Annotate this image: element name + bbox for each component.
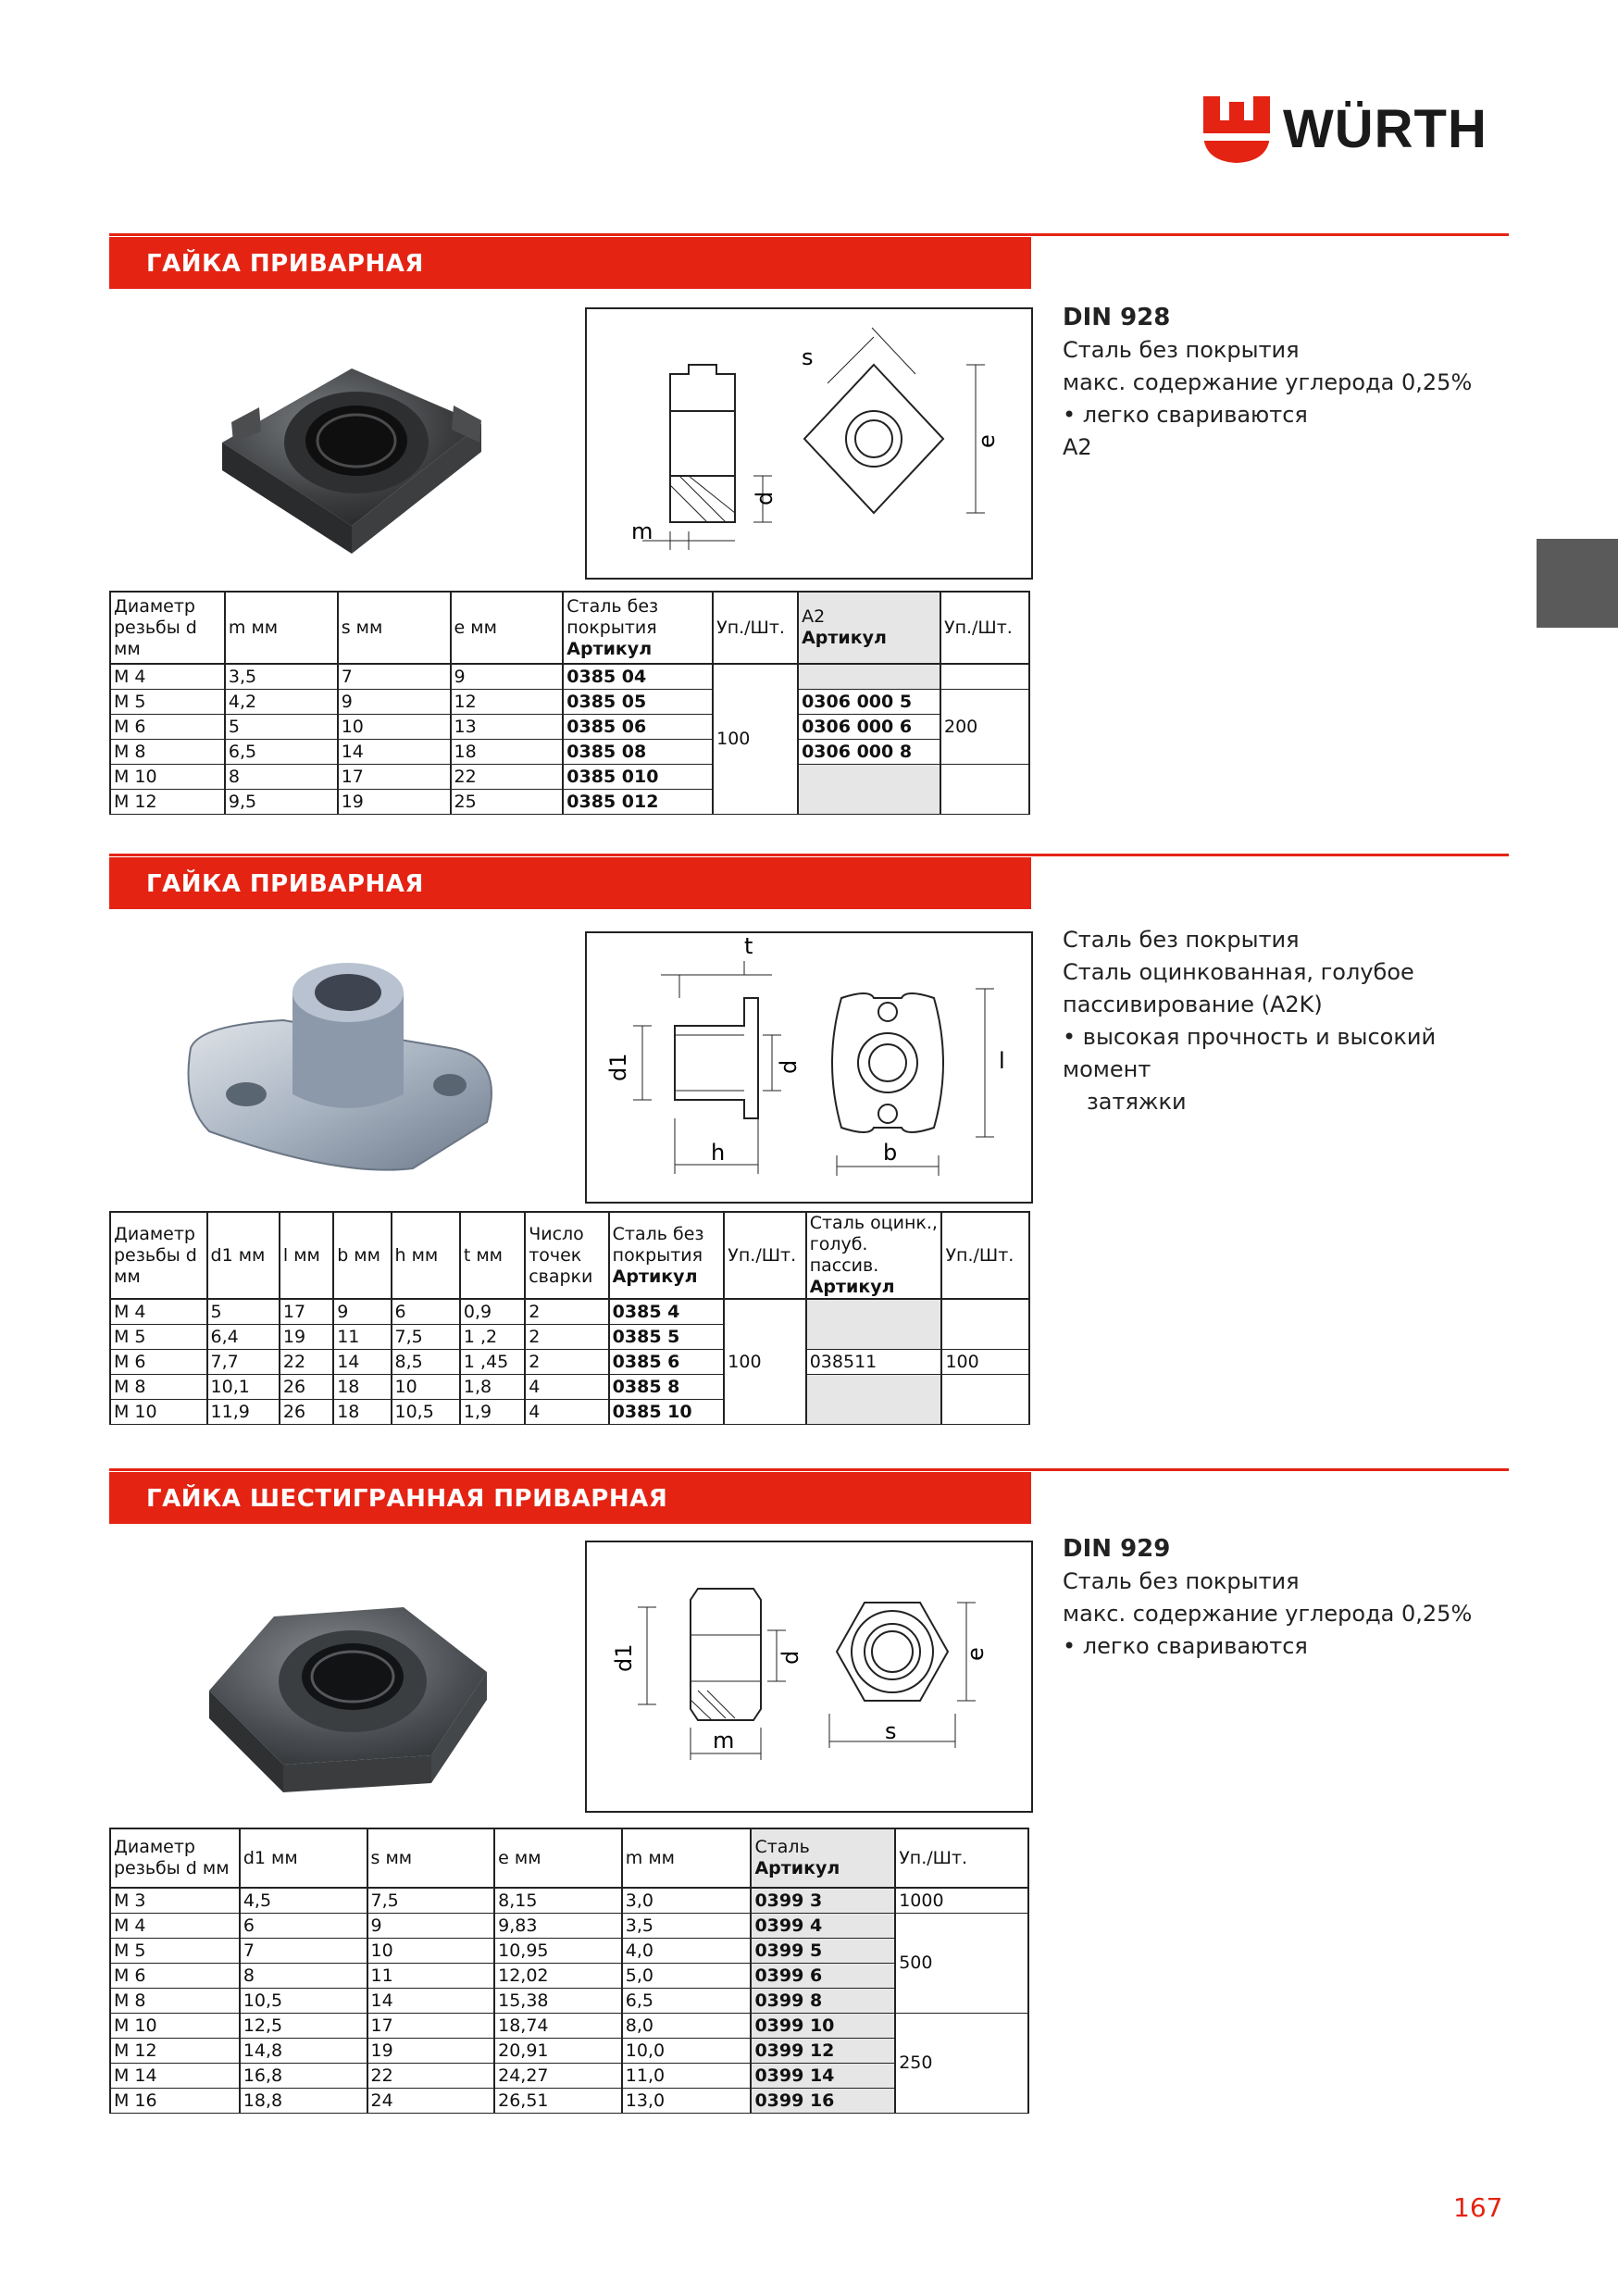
desc-line: Сталь без покрытия (1063, 337, 1300, 363)
page-number: 167 (1453, 2192, 1503, 2223)
col-header-article: Сталь Артикул (751, 1828, 895, 1888)
article-a2-cell (798, 764, 940, 814)
cell: 10,0 (622, 2038, 752, 2063)
cell: M 4 (110, 664, 225, 689)
spec-table-tab-nut (109, 1211, 1030, 1425)
drawing-label-d: d (778, 1650, 803, 1665)
pack-cell: 500 (895, 1913, 1028, 2013)
article-a2k-cell (806, 1299, 942, 1349)
desc-line: макс. содержание углерода 0,25% (1063, 1601, 1473, 1627)
cell: M 10 (110, 764, 225, 789)
cell: 10 (338, 714, 451, 739)
cell: M 10 (110, 2013, 240, 2038)
cell: 11 (367, 1963, 495, 1988)
product-description (1063, 924, 1525, 1118)
article-a2-cell: 0306 000 5 (798, 689, 940, 714)
cell: M 6 (110, 1349, 207, 1374)
drawing-label-e: e (974, 434, 1000, 448)
cell: 6,5 (225, 739, 338, 764)
cell: 7 (240, 1938, 367, 1963)
section-header (109, 857, 1031, 909)
cell: 18,74 (494, 2013, 622, 2038)
brand-name: WÜRTH (1283, 99, 1487, 159)
cell: 4 (525, 1399, 608, 1424)
col-header-m: m мм (622, 1828, 752, 1888)
section-divider (109, 854, 1509, 856)
drawing-label-s: s (802, 344, 814, 370)
table-row (110, 2038, 1028, 2063)
table-row (110, 764, 1029, 789)
drawing-label-d1: d1 (605, 1053, 631, 1081)
section-title: ГАЙКА ПРИВАРНАЯ (146, 870, 424, 898)
cell: 25 (451, 789, 564, 814)
table-row (110, 664, 1029, 689)
article-cell: 0385 5 (609, 1324, 725, 1349)
cell: M 8 (110, 1988, 240, 2013)
cell: M 14 (110, 2063, 240, 2088)
section-title: ГАЙКА ПРИВАРНАЯ (146, 250, 424, 278)
article-a2k-cell: 038511 (806, 1349, 942, 1374)
article-cell: 0385 10 (609, 1399, 725, 1424)
article-cell: 0399 6 (751, 1963, 895, 1988)
col-header-thread: Диаметр резьбы d мм (110, 1828, 240, 1888)
cell: M 8 (110, 1374, 207, 1399)
table-row (110, 714, 1029, 739)
cell: 10 (367, 1938, 495, 1963)
cell: 24,27 (494, 2063, 622, 2088)
technical-drawing-din928 (585, 307, 1033, 580)
cell: 9,5 (225, 789, 338, 814)
col-header-d1: d1 мм (207, 1212, 280, 1299)
col-header-article-steel: Сталь без покрытия Артикул (563, 592, 713, 664)
drawing-label-e: e (963, 1647, 989, 1661)
col-header-s: s мм (367, 1828, 495, 1888)
drawing-label-d: d (752, 491, 778, 505)
table-row (110, 2013, 1028, 2038)
section-header (109, 1472, 1031, 1524)
section-header (109, 237, 1031, 289)
cell: 11,9 (207, 1399, 280, 1424)
desc-bullet-text: высокая прочность и высокий момент (1063, 1024, 1437, 1082)
cell: M 16 (110, 2088, 240, 2113)
drawing-label-s: s (885, 1718, 897, 1744)
pack-a2-cell (940, 764, 1029, 814)
cell: 10 (392, 1374, 460, 1399)
article-a2-cell: 0306 000 8 (798, 739, 940, 764)
cell: 11,0 (622, 2063, 752, 2088)
article-cell: 0385 4 (609, 1299, 725, 1324)
desc-bullet: • высокая прочность и высокий момент (1063, 1024, 1437, 1082)
col-header-pack: Уп./Шт. (895, 1828, 1028, 1888)
cell: 4 (525, 1374, 608, 1399)
article-a2k-cell (806, 1374, 942, 1424)
product-description (1063, 302, 1525, 464)
cell: 1 ,2 (460, 1324, 525, 1349)
cell: 9 (451, 664, 564, 689)
col-header-l: l мм (280, 1212, 333, 1299)
cell: 9,83 (494, 1913, 622, 1938)
desc-bullet-text: легко свариваются (1082, 1633, 1308, 1659)
cell: 14 (333, 1349, 391, 1374)
drawing-label-d: d (776, 1059, 802, 1074)
pack-cell: 100 (713, 664, 798, 814)
pack-a2k-cell: 100 (941, 1349, 1029, 1374)
col-header-h: h мм (392, 1212, 460, 1299)
product-photo-square-nut (176, 313, 537, 572)
cell: 19 (367, 2038, 495, 2063)
cell: 2 (525, 1349, 608, 1374)
article-a2-cell (798, 664, 940, 689)
cell: 26 (280, 1399, 333, 1424)
article-cell: 0399 12 (751, 2038, 895, 2063)
cell: 18 (333, 1399, 391, 1424)
article-cell: 0385 6 (609, 1349, 725, 1374)
table-row (110, 1913, 1028, 1938)
col-header-article-a2k: Сталь оцинк., голуб. пассив. Артикул (806, 1212, 942, 1299)
cell: 12,02 (494, 1963, 622, 1988)
table-row (110, 1888, 1028, 1913)
drawing-label-m: m (713, 1728, 735, 1753)
col-header-b: b мм (333, 1212, 391, 1299)
cell: 20,91 (494, 2038, 622, 2063)
table-row (110, 1349, 1029, 1374)
cell: M 6 (110, 1963, 240, 1988)
article-cell: 0385 08 (563, 739, 713, 764)
article-cell: 0385 04 (563, 664, 713, 689)
cell: 3,0 (622, 1888, 752, 1913)
cell: 9 (338, 689, 451, 714)
pack-cell: 1000 (895, 1888, 1028, 1913)
cell: 12,5 (240, 2013, 367, 2038)
cell: 8,5 (392, 1349, 460, 1374)
cell: 26,51 (494, 2088, 622, 2113)
cell: M 10 (110, 1399, 207, 1424)
product-description (1063, 1533, 1525, 1663)
table-row (110, 2063, 1028, 2088)
cell: 19 (280, 1324, 333, 1349)
cell: 3,5 (622, 1913, 752, 1938)
cell: 0,9 (460, 1299, 525, 1324)
cell: 8 (225, 764, 338, 789)
drawing-label-t: t (744, 933, 753, 959)
spec-table-din929 (109, 1828, 1029, 2114)
din-standard: DIN 928 (1063, 304, 1171, 331)
pack-a2-cell: 200 (940, 689, 1029, 764)
article-cell: 0399 3 (751, 1888, 895, 1913)
article-cell: 0385 8 (609, 1374, 725, 1399)
desc-line: пассивирование (A2K) (1063, 992, 1323, 1017)
drawing-label-b: b (883, 1140, 898, 1166)
drawing-label-l: l (999, 1048, 1005, 1074)
col-header-pack: Уп./Шт. (724, 1212, 805, 1299)
article-cell: 0385 012 (563, 789, 713, 814)
table-row (110, 1374, 1029, 1399)
col-header-t: t мм (460, 1212, 525, 1299)
col-header-thread: Диаметр резьбы d мм (110, 1212, 207, 1299)
cell: 7,5 (367, 1888, 495, 1913)
spec-table-din928 (109, 591, 1030, 815)
pack-a2k-cell (941, 1299, 1029, 1349)
col-header-weld-points: Число точек сварки (525, 1212, 608, 1299)
cell: 17 (367, 2013, 495, 2038)
cell: 5 (225, 714, 338, 739)
pack-cell: 250 (895, 2013, 1028, 2113)
cell: M 5 (110, 1324, 207, 1349)
cell: 10,95 (494, 1938, 622, 1963)
desc-line: Сталь без покрытия (1063, 927, 1300, 953)
cell: 22 (451, 764, 564, 789)
cell: 6,5 (622, 1988, 752, 2013)
cell: 13,0 (622, 2088, 752, 2113)
desc-bullet-text: легко свариваются (1082, 402, 1308, 428)
cell: 24 (367, 2088, 495, 2113)
drawing-label-m: m (631, 518, 653, 544)
cell: 7,7 (207, 1349, 280, 1374)
article-cell: 0385 05 (563, 689, 713, 714)
cell: 19 (338, 789, 451, 814)
section-title: ГАЙКА ШЕСТИГРАННАЯ ПРИВАРНАЯ (146, 1485, 668, 1513)
cell: 5,0 (622, 1963, 752, 1988)
pack-a2-cell (940, 664, 1029, 689)
col-header-pack: Уп./Шт. (713, 592, 798, 664)
cell: 6,4 (207, 1324, 280, 1349)
cell: 17 (338, 764, 451, 789)
cell: M 12 (110, 2038, 240, 2063)
desc-line: макс. содержание углерода 0,25% (1063, 369, 1473, 395)
col-header-e: e мм (494, 1828, 622, 1888)
col-header-thread: Диаметр резьбы d мм (110, 592, 225, 664)
cell: 9 (333, 1299, 391, 1324)
col-header-d1: d1 мм (240, 1828, 367, 1888)
col-header-article-a2: A2 Артикул (798, 592, 940, 664)
cell: 8,0 (622, 2013, 752, 2038)
desc-bullet: • легко свариваются (1063, 1633, 1308, 1659)
cell: 14 (367, 1988, 495, 2013)
cell: 14,8 (240, 2038, 367, 2063)
cell: 10,5 (392, 1399, 460, 1424)
cell: 4,0 (622, 1938, 752, 1963)
cell: 16,8 (240, 2063, 367, 2088)
desc-bullet-cont: затяжки (1087, 1089, 1187, 1115)
cell: M 5 (110, 1938, 240, 1963)
table-row (110, 1299, 1029, 1324)
article-cell: 0399 4 (751, 1913, 895, 1938)
cell: 13 (451, 714, 564, 739)
cell: M 4 (110, 1299, 207, 1324)
article-cell: 0399 14 (751, 2063, 895, 2088)
cell: 15,38 (494, 1988, 622, 2013)
article-cell: 0385 010 (563, 764, 713, 789)
cell: 1,9 (460, 1399, 525, 1424)
cell: 17 (280, 1299, 333, 1324)
table-row (110, 1963, 1028, 1988)
product-photo-tab-nut (172, 937, 533, 1196)
cell: 14 (338, 739, 451, 764)
cell: 18 (451, 739, 564, 764)
side-tab (1537, 539, 1618, 628)
article-cell: 0399 8 (751, 1988, 895, 2013)
desc-line: Сталь оцинкованная, голубое (1063, 959, 1414, 985)
article-cell: 0399 16 (751, 2088, 895, 2113)
col-header-pack-a2: Уп./Шт. (940, 592, 1029, 664)
cell: M 3 (110, 1888, 240, 1913)
technical-drawing-din929 (585, 1541, 1033, 1813)
cell: 11 (333, 1324, 391, 1349)
pack-cell: 100 (724, 1299, 805, 1424)
cell: 22 (367, 2063, 495, 2088)
desc-line: A2 (1063, 434, 1092, 460)
article-a2-cell: 0306 000 6 (798, 714, 940, 739)
cell: 18 (333, 1374, 391, 1399)
cell: 6 (240, 1913, 367, 1938)
cell: 7 (338, 664, 451, 689)
cell: 5 (207, 1299, 280, 1324)
cell: 4,5 (240, 1888, 367, 1913)
cell: 2 (525, 1324, 608, 1349)
cell: M 5 (110, 689, 225, 714)
drawing-label-d1: d1 (611, 1643, 637, 1672)
desc-line: Сталь без покрытия (1063, 1568, 1300, 1594)
cell: M 8 (110, 739, 225, 764)
cell: 2 (525, 1299, 608, 1324)
cell: M 4 (110, 1913, 240, 1938)
din-standard: DIN 929 (1063, 1535, 1171, 1563)
article-cell: 0399 5 (751, 1938, 895, 1963)
cell: M 6 (110, 714, 225, 739)
cell: 6 (392, 1299, 460, 1324)
cell: 18,8 (240, 2088, 367, 2113)
wurth-logo-icon (1200, 93, 1274, 167)
section-divider (109, 233, 1509, 236)
col-header-article-steel: Сталь без покрытия Артикул (609, 1212, 725, 1299)
col-header-s: s мм (338, 592, 451, 664)
wurth-logo (1200, 93, 1514, 167)
cell: 4,2 (225, 689, 338, 714)
article-cell: 0399 10 (751, 2013, 895, 2038)
cell: 10,5 (240, 1988, 367, 2013)
section-divider (109, 1468, 1509, 1471)
cell: 12 (451, 689, 564, 714)
cell: 8 (240, 1963, 367, 1988)
technical-drawing-tab-nut (585, 931, 1033, 1204)
table-row (110, 1938, 1028, 1963)
cell: 22 (280, 1349, 333, 1374)
col-header-e: e мм (451, 592, 564, 664)
cell: 8,15 (494, 1888, 622, 1913)
col-header-pack-a2k: Уп./Шт. (941, 1212, 1029, 1299)
product-photo-hex-nut (172, 1552, 533, 1811)
desc-bullet: • легко свариваются (1063, 402, 1308, 428)
cell: 9 (367, 1913, 495, 1938)
cell: 1 ,45 (460, 1349, 525, 1374)
col-header-m: m мм (225, 592, 338, 664)
cell: M 12 (110, 789, 225, 814)
cell: 10,1 (207, 1374, 280, 1399)
drawing-label-h: h (711, 1140, 726, 1166)
table-row (110, 689, 1029, 714)
table-row (110, 1988, 1028, 2013)
cell: 7,5 (392, 1324, 460, 1349)
table-row (110, 2088, 1028, 2113)
pack-a2k-cell (941, 1374, 1029, 1424)
cell: 3,5 (225, 664, 338, 689)
cell: 1,8 (460, 1374, 525, 1399)
table-row (110, 739, 1029, 764)
cell: 26 (280, 1374, 333, 1399)
article-cell: 0385 06 (563, 714, 713, 739)
